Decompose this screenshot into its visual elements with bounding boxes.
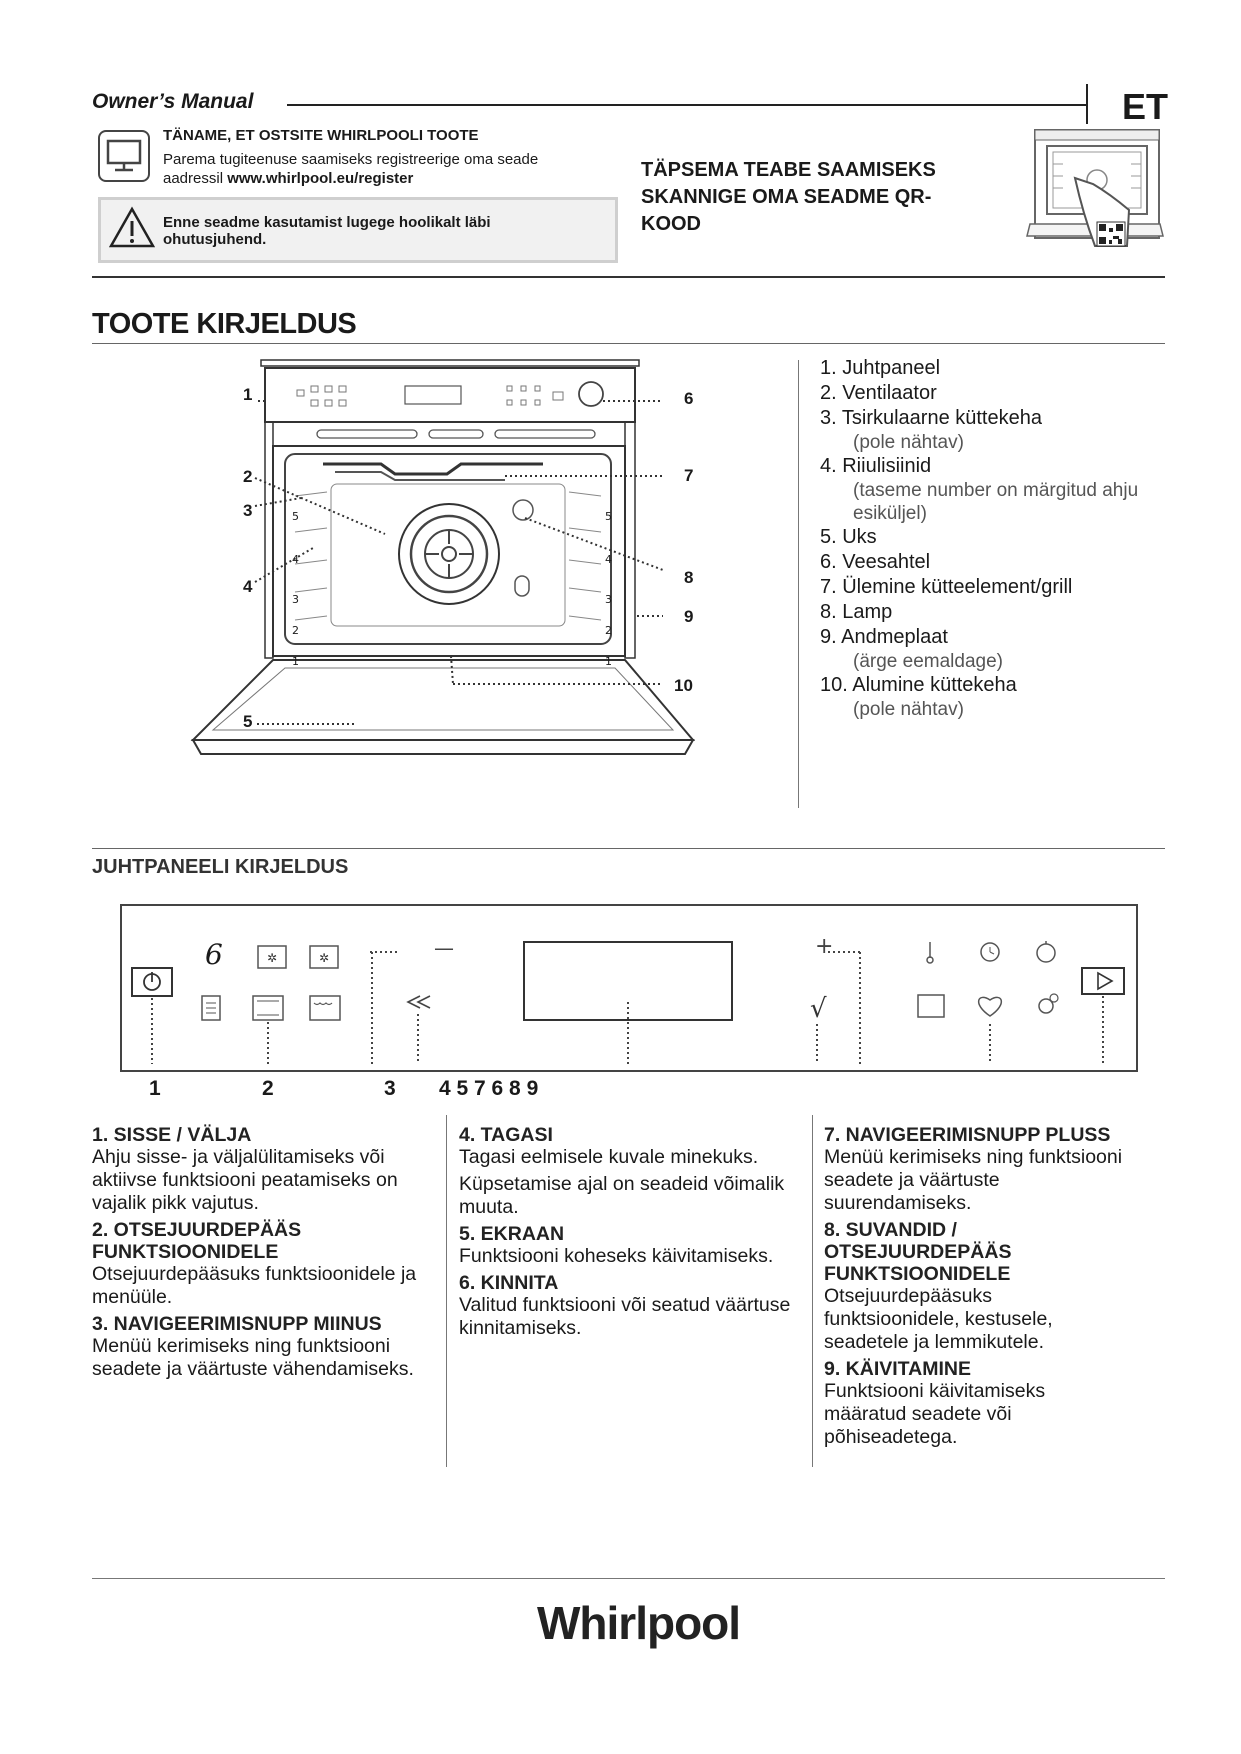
parts-list bbox=[820, 356, 1153, 721]
item-text: Otsejuurdepääsuks funktsioonidele ja menüüle. bbox=[92, 1263, 417, 1308]
panel-callout: 2 bbox=[262, 1077, 274, 1100]
parts-item-note: (taseme number on märgitud ahju esiküljel) bbox=[853, 480, 1139, 524]
plus-button[interactable]: + bbox=[815, 934, 834, 959]
header-rule bbox=[287, 104, 1087, 106]
panel-heading: JUHTPANEELI KIRJELDUS bbox=[92, 856, 349, 878]
diagram-callout: 8 bbox=[684, 568, 694, 587]
shelf-level-left: 3 bbox=[292, 593, 299, 606]
panel-column-1 bbox=[92, 1122, 437, 1385]
parts-item: 2. Ventilaator bbox=[820, 382, 937, 404]
diagram-callout: 9 bbox=[684, 607, 694, 626]
shelf-level-left: 1 bbox=[292, 655, 299, 668]
control-panel-diagram bbox=[120, 904, 1140, 1078]
item-text: Otsejuurdepääsuks funktsioonidele, kestusele, seadetele ja lemmikutele. bbox=[824, 1285, 1053, 1353]
header-separator bbox=[92, 276, 1165, 278]
shelf-level-right: 1 bbox=[605, 655, 612, 668]
shelf-level-right: 5 bbox=[605, 510, 612, 523]
item-text: Funktsiooni käivitamiseks määratud seadete või põhiseadetega. bbox=[824, 1380, 1046, 1448]
item-title: 1. SISSE / VÄLJA bbox=[92, 1124, 252, 1146]
parts-item: 4. Riiulisiinid bbox=[820, 455, 932, 477]
diagram-callout: 5 bbox=[243, 712, 253, 731]
shelf-level-left: 2 bbox=[292, 624, 299, 637]
diagram-callout: 10 bbox=[674, 676, 693, 695]
register-text: Parema tugiteenuse saamiseks registreerige oma seade aadressil www.whirlpool.eu/register bbox=[163, 151, 539, 187]
thanks-title: TÄNAME, ET OSTSITE WHIRLPOOLI TOOTE bbox=[163, 127, 479, 144]
panel-callout: 1 bbox=[149, 1077, 161, 1100]
shelf-level-right: 3 bbox=[605, 593, 612, 606]
item-text: Menüü kerimiseks ning funktsiooni seadete ja väärtuste vähendamiseks. bbox=[92, 1335, 414, 1380]
diagram-callout: 2 bbox=[243, 467, 253, 486]
item-title: 5. EKRAAN bbox=[459, 1223, 565, 1245]
warning-text: Enne seadme kasutamist lugege hoolikalt läbi ohutusjuhend. bbox=[163, 214, 491, 248]
svg-text:✲: ✲ bbox=[318, 951, 330, 965]
item-title: 2. OTSEJUURDEPÄÄS FUNKTSIOONIDELE bbox=[92, 1219, 302, 1263]
shelf-level-left: 5 bbox=[292, 510, 299, 523]
item-text: Tagasi eelmisele kuvale minekuks. bbox=[459, 1146, 759, 1168]
column-divider bbox=[812, 1115, 813, 1467]
manual-title: Owner’s Manual bbox=[92, 90, 254, 113]
item-title: 9. KÄIVITAMINE bbox=[824, 1358, 971, 1380]
oven-qr-illustration bbox=[1025, 124, 1165, 268]
language-code: ET bbox=[1122, 86, 1169, 127]
panel-callout: 4 5 7 6 8 9 bbox=[439, 1077, 539, 1100]
panel-column-2 bbox=[459, 1122, 804, 1344]
diagram-callout: 6 bbox=[684, 389, 694, 408]
item-text: Küpsetamise ajal on seadeid võimalik muuta. bbox=[459, 1173, 785, 1218]
qr-title: TÄPSEMA TEABE SAAMISEKS SKANNIGE OMA SEADME QR-KOOD bbox=[641, 159, 936, 235]
parts-item-note: (pole nähtav) bbox=[853, 432, 964, 453]
section-separator bbox=[92, 848, 1165, 849]
monitor-icon bbox=[98, 130, 150, 182]
minus-button[interactable]: — bbox=[434, 936, 454, 960]
item-text: Ahju sisse- ja väljalülitamiseks või aktiivse funktsiooni peatamiseks on vajalik pikk vajutus. bbox=[92, 1146, 398, 1214]
parts-item: 7. Ülemine kütteelement/grill bbox=[820, 576, 1073, 598]
parts-divider bbox=[798, 360, 799, 808]
shelf-level-right: 4 bbox=[605, 553, 612, 566]
item-title: 6. KINNITA bbox=[459, 1272, 559, 1294]
warning-icon bbox=[109, 206, 155, 252]
item-title: 3. NAVIGEERIMISNUPP MIINUS bbox=[92, 1313, 382, 1335]
whirlpool-logo: Whirlpool bbox=[537, 1597, 741, 1649]
header-divider bbox=[1086, 84, 1088, 124]
item-text: Menüü kerimiseks ning funktsiooni seadete ja väärtuste suurendamiseks. bbox=[824, 1146, 1123, 1214]
diagram-callout: 4 bbox=[243, 577, 253, 596]
panel-column-3 bbox=[824, 1122, 1124, 1453]
item-title: 8. SUVANDID / OTSEJUURDEPÄÄS FUNKTSIOONIDELE bbox=[824, 1219, 1012, 1285]
panel-callout: 3 bbox=[384, 1077, 396, 1100]
product-heading-rule bbox=[92, 343, 1165, 344]
svg-text:✲: ✲ bbox=[266, 951, 278, 965]
parts-item: 1. Juhtpaneel bbox=[820, 357, 941, 379]
parts-item: 9. Andmeplaat bbox=[820, 626, 948, 648]
parts-item: 10. Alumine küttekeha bbox=[820, 674, 1017, 696]
register-link[interactable]: www.whirlpool.eu/register bbox=[227, 170, 414, 187]
parts-item: 3. Tsirkulaarne küttekeha bbox=[820, 407, 1042, 429]
item-title: 4. TAGASI bbox=[459, 1124, 553, 1146]
column-divider bbox=[446, 1115, 447, 1467]
parts-item-note: (ärge eemaldage) bbox=[853, 651, 1003, 672]
item-title: 7. NAVIGEERIMISNUPP PLUSS bbox=[824, 1124, 1111, 1146]
shelf-level-left: 4 bbox=[292, 553, 299, 566]
oven-diagram bbox=[185, 356, 785, 820]
confirm-button[interactable]: √ bbox=[810, 994, 827, 1024]
parts-item-note: (pole nähtav) bbox=[853, 699, 964, 720]
parts-item: 8. Lamp bbox=[820, 601, 893, 623]
product-heading: TOOTE KIRJELDUS bbox=[92, 308, 357, 340]
item-text: Funktsiooni koheseks käivitamiseks. bbox=[459, 1245, 774, 1267]
item-text: Valitud funktsiooni või seatud väärtuse kinnitamiseks. bbox=[459, 1294, 791, 1339]
diagram-callout: 1 bbox=[243, 385, 253, 404]
sixth-sense-icon: 6 bbox=[205, 938, 223, 971]
shelf-level-right: 2 bbox=[605, 624, 612, 637]
diagram-callout: 7 bbox=[684, 466, 694, 485]
parts-item: 5. Uks bbox=[820, 526, 877, 548]
parts-item: 6. Veesahtel bbox=[820, 551, 931, 573]
footer-rule bbox=[92, 1578, 1165, 1579]
diagram-callout: 3 bbox=[243, 501, 253, 520]
